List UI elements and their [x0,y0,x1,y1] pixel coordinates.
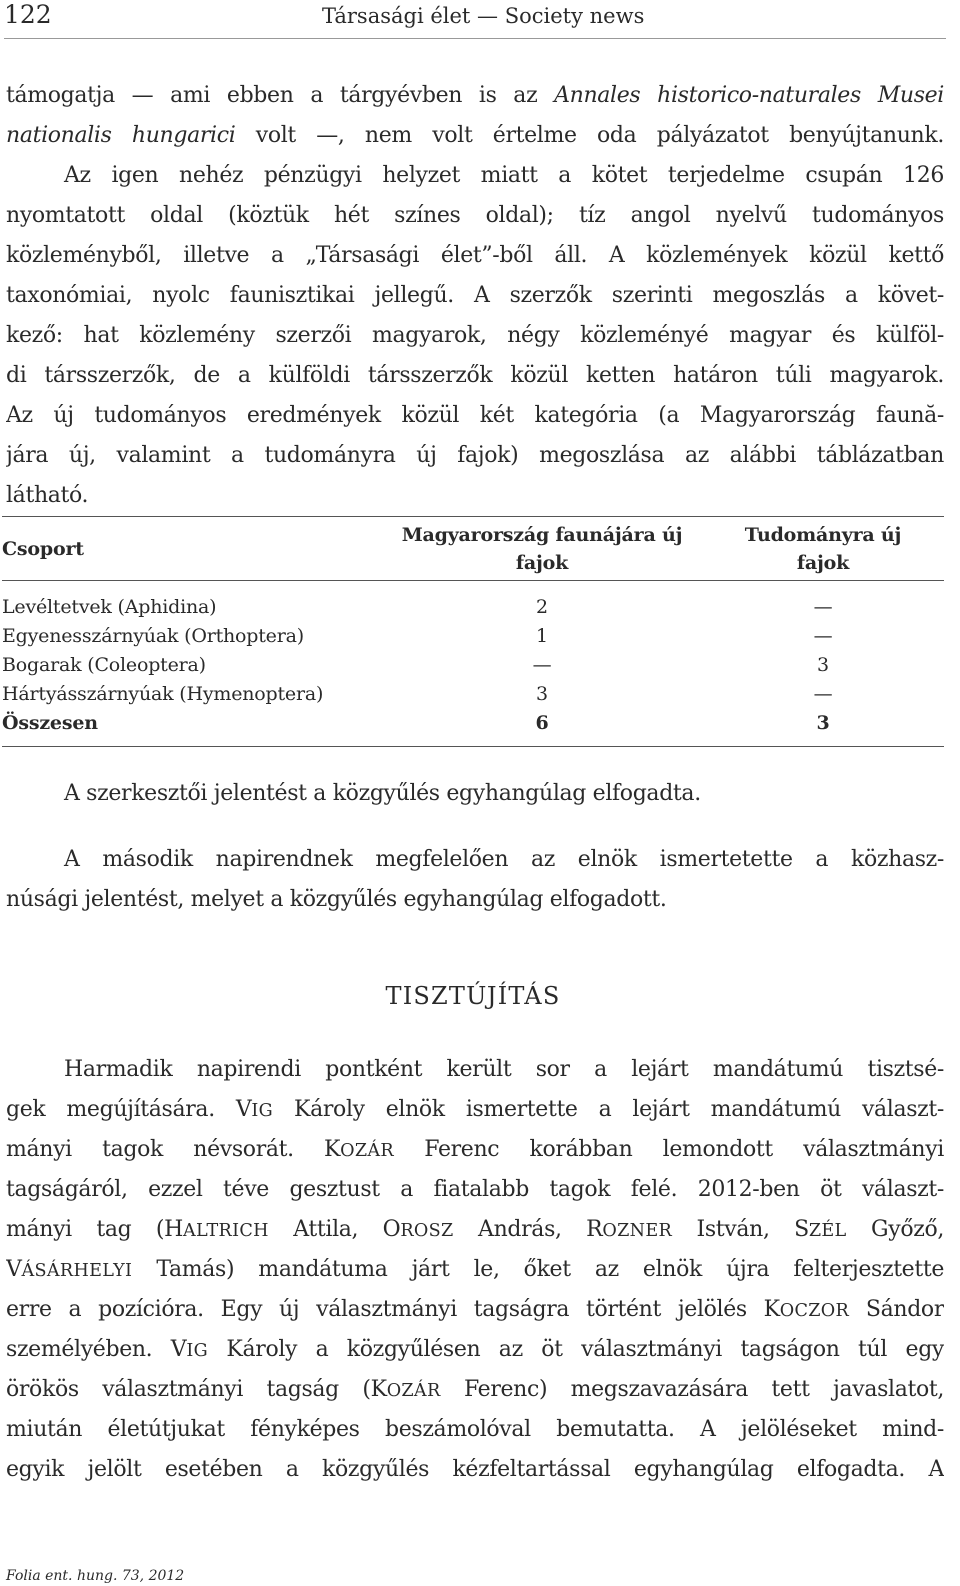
paragraph-elections [6,1050,944,1490]
value-cell: 2 [536,596,548,618]
running-head: Társasági élet — Society news [322,4,645,28]
text-line: közleményből, illetve a „Társasági élet”-ből áll. A közlemények közül kettő [6,243,944,268]
table-header-row [2,517,944,581]
text-line: erre a pozícióra. Egy új választmányi tagságra történt jelölés KOCZOR Sándor [6,1297,944,1322]
paragraph-editorial-report [6,774,944,814]
total-value: 6 [535,712,549,734]
text-line: támogatja — ami ebben a tárgyévben is az Annales historico-naturales Musei [6,83,944,108]
table-row [2,680,944,709]
page-number: 122 [4,0,52,29]
header-new-to-science: Tudományra új fajok [744,523,902,574]
value-cell: 3 [536,683,548,705]
text-line: VÁSÁRHELYI Tamás) mandátuma járt le, őket az elnök újra felterjesztette [6,1257,944,1282]
header-new-to-hungary: Magyarország faunájára új fajok [401,523,683,574]
species-table [2,516,944,747]
text-line: tagságáról, ezzel téve gesztust a fiatalabb tagok felé. 2012-ben öt választ- [6,1177,944,1202]
header-group: Csoport [2,537,84,560]
text-line: Az új tudományos eredmények közül két kategória (a Magyarország faună- [6,403,944,428]
value-cell: — [813,625,833,647]
total-value: 3 [816,712,830,734]
table-row [2,651,944,680]
table-total-row [2,709,944,747]
table-row [2,581,944,623]
value-cell: — [532,654,552,676]
text-line: személyében. VIG Károly a közgyűlésen az öt választmányi tagságon túl egy [6,1337,944,1362]
total-label: Összesen [2,712,98,734]
footer-citation: Folia ent. hung. 73, 2012 [6,1568,185,1584]
text-line: A szerkesztői jelentést a közgyűlés egyhangúlag elfogadta. [64,781,701,806]
text-line: nyomtatott oldal (köztük hét színes oldal); tíz angol nyelvű tudományos [6,203,944,228]
text-line: örökös választmányi tagság (KOZÁR Ferenc) megszavazására tett javaslatot, [6,1377,944,1402]
paragraph-public-benefit-report [6,840,944,920]
text-line: núsági jelentést, melyet a közgyűlés egyhangúlag elfogadott. [6,887,667,912]
journal-title: nationalis hungarici [6,123,236,148]
text-line: di társszerzők, de a külföldi társszerzők közül ketten határon túli magyarok. [6,363,944,388]
page-header [4,0,946,39]
section-title: TISZTÚJÍTÁS [385,982,561,1010]
text-line: miután életútjukat fényképes beszámolóval bemutatta. A jelöléseket mind- [6,1417,944,1442]
journal-title: Annales historico-naturales Musei [554,83,944,108]
group-cell: Egyenesszárnyúak (Orthoptera) [2,625,304,647]
text-line: gek megújítására. VIG Károly elnök ismertette a lejárt mandátumú választ- [6,1097,944,1122]
text-line: Az igen nehéz pénzügyi helyzet miatt a kötet terjedelme csupán 126 [64,163,944,188]
text-line: látható. [6,483,89,508]
text-line: taxonómiai, nyolc faunisztikai jellegű. A szerzők szerinti megoszlás a követ- [6,283,944,308]
value-cell: — [813,683,833,705]
paragraph-funding [6,76,944,516]
text-line: egyik jelölt esetében a közgyűlés kézfeltartással egyhangúlag elfogadta. A [6,1457,944,1482]
value-cell: — [813,596,833,618]
group-cell: Bogarak (Coleoptera) [2,654,206,676]
group-cell: Hártyásszárnyúak (Hymenoptera) [2,683,324,705]
text-line: nationalis hungarici volt —, nem volt értelme oda pályázatot benyújtanunk. [6,123,944,148]
group-cell: Levéltetvek (Aphidina) [2,596,217,618]
text-line: Harmadik napirendi pontként került sor a lejárt mandátumú tisztsé- [64,1057,944,1082]
value-cell: 3 [817,654,829,676]
text-line: jára új, valamint a tudományra új fajok) megoszlása az alábbi táblázatban [6,443,944,468]
text-line: A második napirendnek megfelelően az elnök ismertetette a közhasz- [64,847,944,872]
text-line: kező: hat közlemény szerzői magyarok, négy közleményé magyar és külföl- [6,323,944,348]
table-row [2,622,944,651]
text-line: mányi tagok névsorát. KOZÁR Ferenc korábban lemondott választmányi [6,1137,944,1162]
text-line: mányi tag (HALTRICH Attila, OROSZ András, ROZNER István, SZÉL Győző, [6,1217,944,1242]
value-cell: 1 [536,625,548,647]
